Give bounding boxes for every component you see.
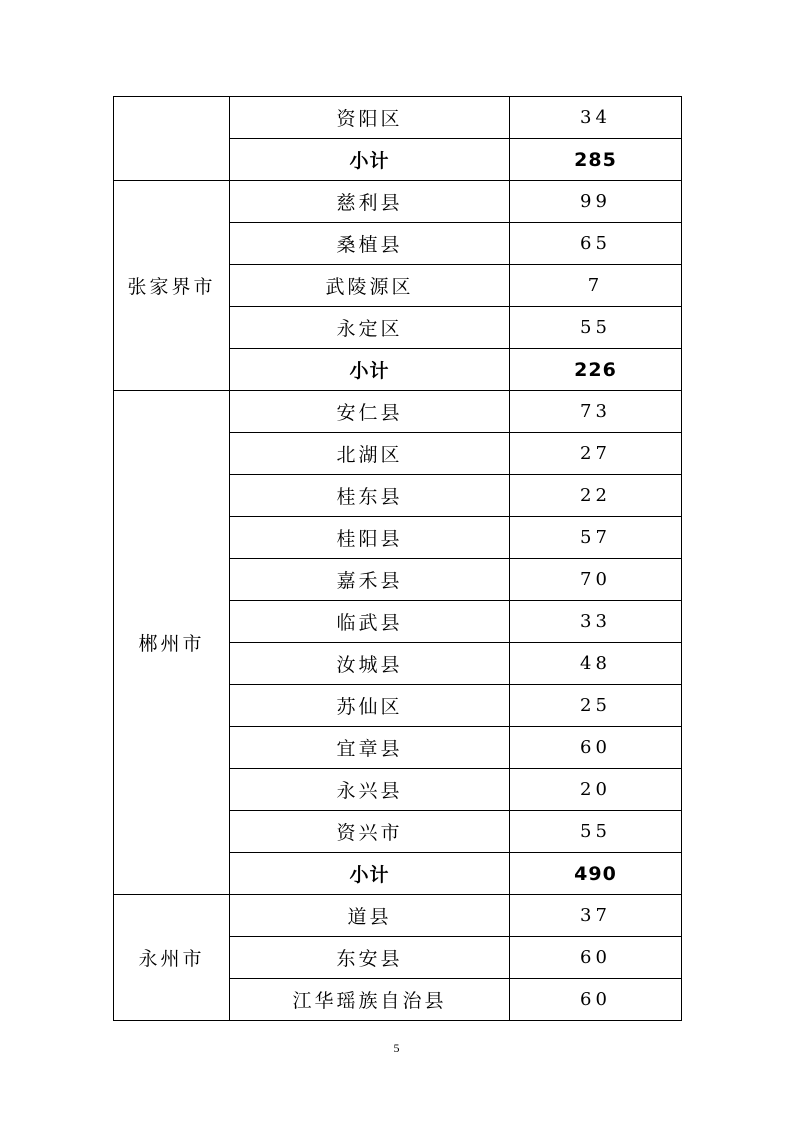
value-cell: 22 bbox=[510, 475, 682, 517]
county-cell: 安仁县 bbox=[230, 391, 510, 433]
city-cell: 永州市 bbox=[114, 895, 230, 1021]
county-cell: 北湖区 bbox=[230, 433, 510, 475]
table-row bbox=[114, 895, 682, 937]
city-cell bbox=[114, 97, 230, 181]
county-cell: 资兴市 bbox=[230, 811, 510, 853]
county-cell: 永定区 bbox=[230, 307, 510, 349]
county-cell: 桂东县 bbox=[230, 475, 510, 517]
county-cell: 临武县 bbox=[230, 601, 510, 643]
value-cell: 27 bbox=[510, 433, 682, 475]
county-cell: 道县 bbox=[230, 895, 510, 937]
value-cell: 55 bbox=[510, 811, 682, 853]
value-cell: 57 bbox=[510, 517, 682, 559]
table-row bbox=[114, 181, 682, 223]
value-cell: 73 bbox=[510, 391, 682, 433]
county-cell: 东安县 bbox=[230, 937, 510, 979]
county-cell: 宜章县 bbox=[230, 727, 510, 769]
value-cell: 55 bbox=[510, 307, 682, 349]
value-cell: 65 bbox=[510, 223, 682, 265]
table-row bbox=[114, 391, 682, 433]
value-cell: 60 bbox=[510, 727, 682, 769]
city-cell: 张家界市 bbox=[114, 181, 230, 391]
county-cell: 江华瑶族自治县 bbox=[230, 979, 510, 1021]
county-cell: 慈利县 bbox=[230, 181, 510, 223]
value-cell: 99 bbox=[510, 181, 682, 223]
page-number: 5 bbox=[393, 1041, 400, 1055]
table-row bbox=[114, 97, 682, 139]
subtotal-value: 490 bbox=[510, 853, 682, 895]
value-cell: 20 bbox=[510, 769, 682, 811]
county-cell: 嘉禾县 bbox=[230, 559, 510, 601]
county-cell: 桑植县 bbox=[230, 223, 510, 265]
county-cell: 苏仙区 bbox=[230, 685, 510, 727]
value-cell: 33 bbox=[510, 601, 682, 643]
county-cell: 资阳区 bbox=[230, 97, 510, 139]
value-cell: 48 bbox=[510, 643, 682, 685]
subtotal-value: 226 bbox=[510, 349, 682, 391]
county-cell: 桂阳县 bbox=[230, 517, 510, 559]
county-cell: 武陵源区 bbox=[230, 265, 510, 307]
city-cell: 郴州市 bbox=[114, 391, 230, 895]
value-cell: 60 bbox=[510, 937, 682, 979]
county-cell: 永兴县 bbox=[230, 769, 510, 811]
subtotal-label: 小计 bbox=[230, 349, 510, 391]
value-cell: 34 bbox=[510, 97, 682, 139]
county-cell: 汝城县 bbox=[230, 643, 510, 685]
value-cell: 70 bbox=[510, 559, 682, 601]
county-quota-table bbox=[113, 96, 682, 1021]
subtotal-label: 小计 bbox=[230, 139, 510, 181]
value-cell: 60 bbox=[510, 979, 682, 1021]
value-cell: 37 bbox=[510, 895, 682, 937]
subtotal-label: 小计 bbox=[230, 853, 510, 895]
value-cell: 7 bbox=[510, 265, 682, 307]
value-cell: 25 bbox=[510, 685, 682, 727]
subtotal-value: 285 bbox=[510, 139, 682, 181]
